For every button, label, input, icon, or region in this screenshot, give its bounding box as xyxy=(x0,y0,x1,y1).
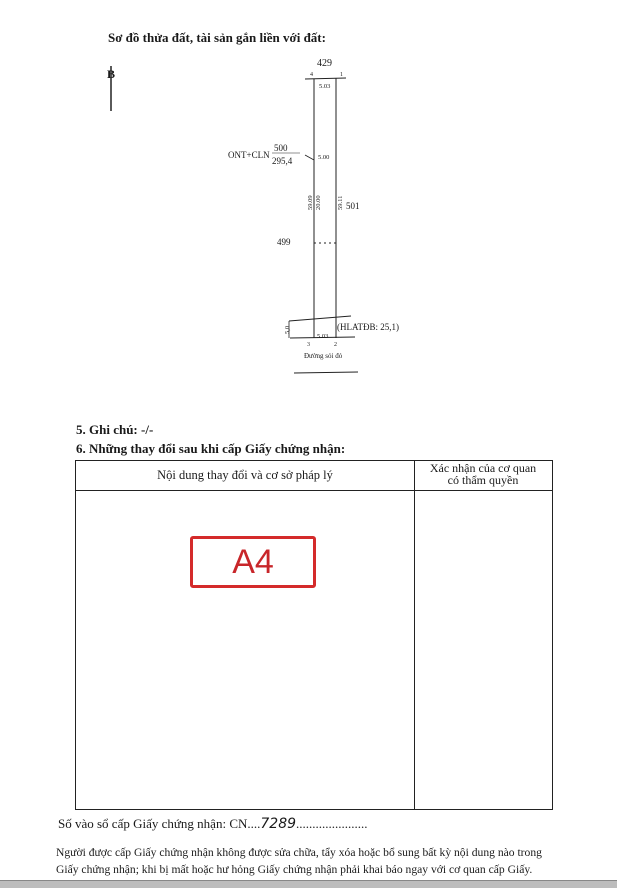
land-use: ONT+CLN xyxy=(228,150,270,160)
right-edge-length: 59.11 xyxy=(337,195,344,210)
section-5-notes: 5. Ghi chú: -/- xyxy=(76,422,154,437)
parcel-diagram xyxy=(0,0,617,400)
changes-table xyxy=(75,460,553,810)
label-429: 429 xyxy=(317,58,332,69)
section-6-heading: 6. Những thay đổi sau khi cấp Giấy chứng nhận: xyxy=(76,441,346,456)
corridor-line xyxy=(289,316,351,321)
top-boundary xyxy=(305,78,346,79)
road-line xyxy=(294,372,358,373)
setback-length: 5,0 xyxy=(284,325,291,334)
bottom-edge-length: 5.03 xyxy=(317,333,329,340)
serial-label: Số vào sổ cấp Giấy chứng nhận: CN xyxy=(58,816,248,831)
column-header-confirmation xyxy=(414,462,552,486)
parcel-area: 295,4 xyxy=(272,156,293,166)
top-edge-length: 5.03 xyxy=(319,83,331,90)
parcel-number: 500 xyxy=(274,143,288,153)
note-line-2: Giấy chứng nhận; khi bị mất hoặc hư hỏng Giấy chứng nhận phải khai báo ngay với cơ quan cấp Giấy. xyxy=(56,863,533,876)
left-edge-length: 59.09 xyxy=(307,195,314,210)
column-divider xyxy=(414,461,415,809)
mid-width: 5.00 xyxy=(318,154,330,161)
corner-2: 2 xyxy=(334,342,337,348)
header-line-2: có thẩm quyền xyxy=(447,473,519,487)
inner-length: 20.00 xyxy=(315,195,322,210)
road-name: Đường sỏi đỏ xyxy=(304,352,343,360)
section-4-heading: Sơ đồ thửa đất, tài sản gắn liền với đất: xyxy=(108,30,326,45)
a4-stamp: A4 xyxy=(190,536,316,588)
serial-number: 7289 xyxy=(260,816,297,832)
header-divider xyxy=(76,490,552,491)
corner-4: 4 xyxy=(310,72,313,78)
header-line-1: Xác nhận của cơ quan xyxy=(429,461,537,475)
column-header-content: Nội dung thay đổi và cơ sở pháp lý xyxy=(157,468,333,482)
label-501: 501 xyxy=(346,201,360,211)
corner-1: 1 xyxy=(340,72,343,78)
road-corridor: (HLATĐB: 25,1) xyxy=(337,322,399,332)
leader-line xyxy=(305,155,314,160)
note-line-1: Người được cấp Giấy chứng nhận không được sửa chữa, tẩy xóa hoặc bổ sung bất kỳ nội dung nào trong xyxy=(56,846,542,859)
corner-3: 3 xyxy=(307,342,310,348)
north-label: B xyxy=(107,67,116,81)
serial-number-line: Số vào sổ cấp Giấy chứng nhận: CN....7289...................... xyxy=(58,816,368,832)
label-499: 499 xyxy=(277,237,291,247)
footer-note xyxy=(56,844,542,878)
